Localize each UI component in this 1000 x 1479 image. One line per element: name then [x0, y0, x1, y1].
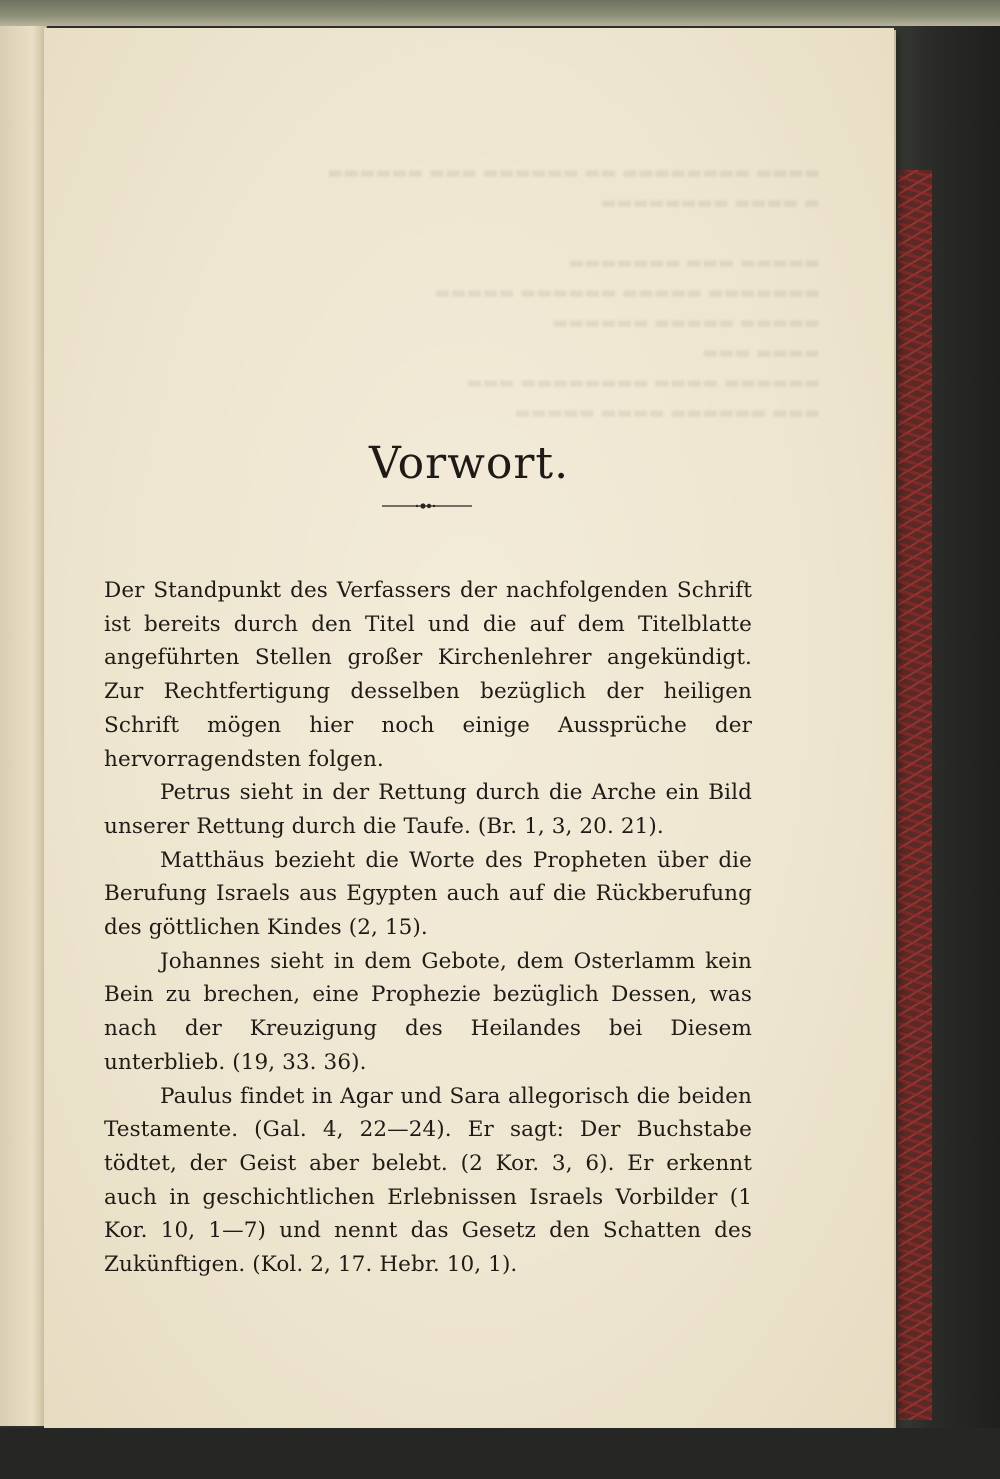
show-through-text: ▬▬▬▬ ▬▬▬▬▬▬▬▬ ▬▬ ▬▬▬▬▬▬ ▬▬▬ ▬▬▬▬▬▬ ▬ ▬▬▬▬ ▬▬▬▬▬▬▬▬ ▬▬▬▬▬ ▬▬▬ ▬▬▬▬▬▬▬ ▬▬▬▬▬▬▬ ▬▬▬▬▬ ▬▬▬▬▬▬ ▬▬▬▬▬ ▬▬▬▬▬ ▬▬▬▬▬ ▬▬▬▬▬▬ ▬▬▬▬ ▬▬▬ ▬▬▬▬▬▬ ▬▬▬▬ ▬▬▬▬▬▬▬▬ ▬▬▬ ▬▬▬ ▬▬▬▬▬▬ ▬▬▬▬ ▬▬▬▬▬	[327, 163, 820, 423]
body-text	[104, 574, 752, 1282]
bottom-dark-strip	[0, 1428, 1000, 1479]
paragraph-2: Petrus sieht in der Rettung durch die Arche ein Bild unserer Rettung durch die Taufe. (Br. 1, 3, 20. 21).	[104, 780, 752, 839]
horizontal-rule-ornament-icon	[382, 500, 472, 512]
paragraph-1: Der Standpunkt des Verfassers der nachfolgenden Schrift ist bereits durch den Titel und die auf dem Titelblatte angeführten Stellen großer Kirchenlehrer angekündigt. Zur Rechtfertigung desselben bezüglich der heiligen Schrift mögen hier noch einige Aussprüche der hervorragendsten folgen.	[104, 578, 752, 772]
paragraph-5: Paulus findet in Agar und Sara allegorisch die beiden Testamente. (Gal. 4, 22—24). Er sagt: Der Buchstabe tödtet, der Geist aber belebt. (2 Kor. 3, 6). Er erkennt auch in geschichtlichen Erlebnissen Israels Vorbilder (1 Kor. 10, 1—7) und nennt das Gesetz den Schatten des Zukünftigen. (Kol. 2, 17. Hebr. 10, 1).	[104, 1083, 752, 1278]
page-title: Vorwort.	[368, 438, 570, 489]
book-cover-top-edge	[0, 0, 1000, 26]
paragraph-3: Matthäus bezieht die Worte des Propheten über die Berufung Israels aus Egypten auch auf die Rückberufung des göttlichen Kindes (2, 15).	[104, 847, 752, 941]
left-page-edge	[0, 26, 47, 1426]
marbled-book-edge	[898, 170, 932, 1420]
paragraph-4: Johannes sieht in dem Gebote, dem Osterlamm kein Bein zu brechen, eine Prophezie bezüglich Dessen, was nach der Kreuzigung des Heilandes bei Diesem unterblieb. (19, 33. 36).	[104, 948, 752, 1075]
book-page	[44, 28, 894, 1428]
